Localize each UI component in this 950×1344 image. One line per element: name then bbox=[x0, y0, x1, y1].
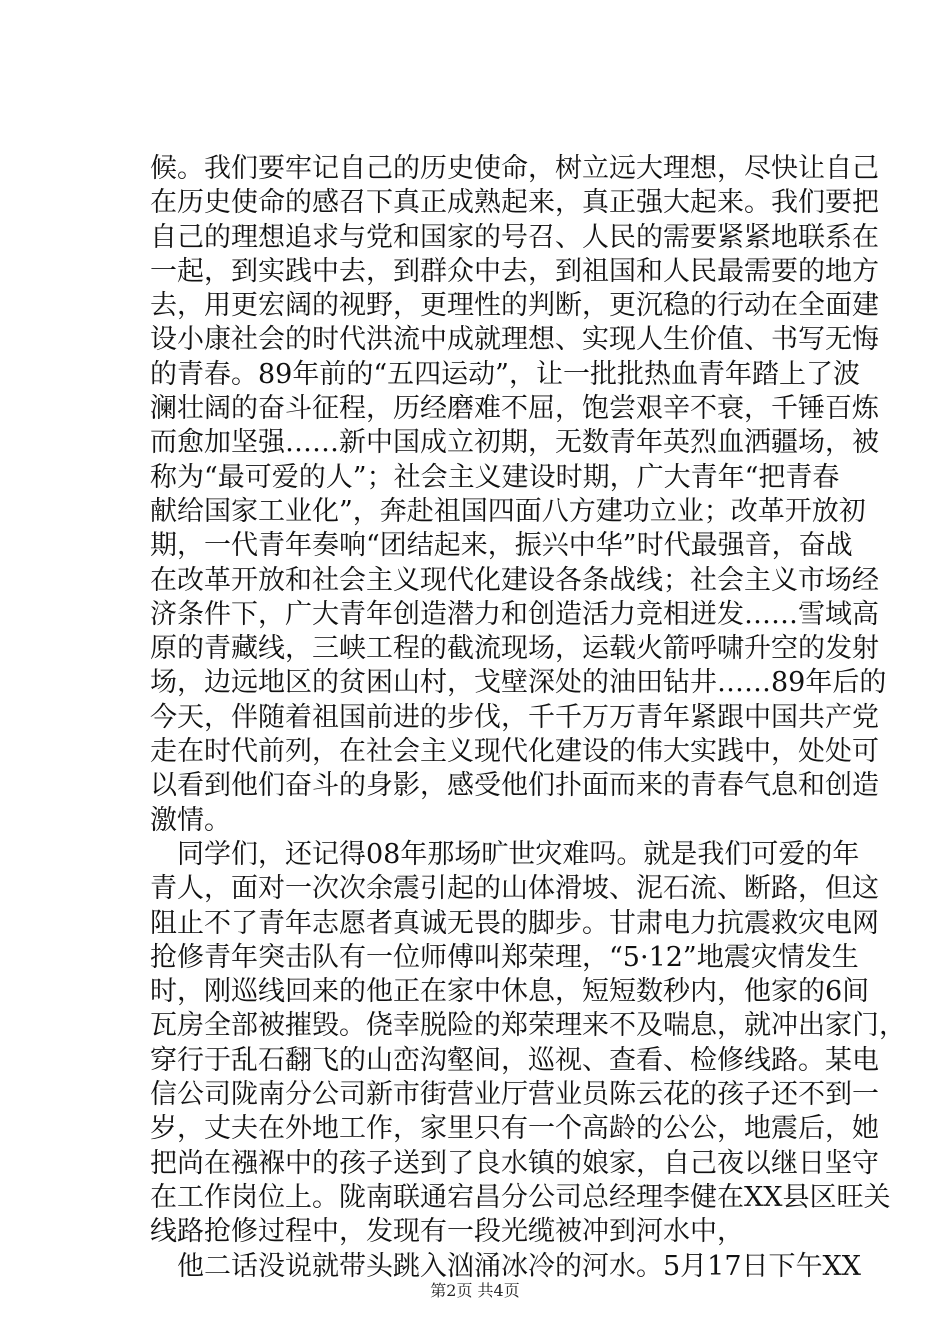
page-number: 第2页 共4页 bbox=[430, 1281, 520, 1300]
text-line: 期，一代青年奏响“团结起来，振兴中华”时代最强音，奋战 bbox=[150, 530, 853, 562]
text-line: 走在时代前列，在社会主义现代化建设的伟大实践中，处处可 bbox=[150, 736, 879, 768]
text-line: 瓦房全部被摧毁。侥幸脱险的郑荣理来不及喘息，就冲出家门， bbox=[150, 1010, 906, 1042]
text-line: 自己的理想追求与党和国家的号召、人民的需要紧紧地联系在 bbox=[150, 221, 879, 253]
document-body bbox=[150, 152, 906, 1284]
text-line: 澜壮阔的奋斗征程，历经磨难不屈，饱尝艰辛不衰，千锤百炼 bbox=[150, 393, 879, 425]
text-line: 把尚在襁褓中的孩子送到了良水镇的娘家，自己夜以继日坚守 bbox=[150, 1147, 879, 1179]
text-line: 抢修青年突击队有一位师傅叫郑荣理，“5·12”地震灾情发生 bbox=[150, 941, 859, 973]
text-line: 线路抢修过程中，发现有一段光缆被冲到河水中， bbox=[150, 1216, 744, 1248]
text-line: 青人，面对一次次余震引起的山体滑坡、泥石流、断路，但这 bbox=[150, 873, 879, 905]
text-line: 阻止不了青年志愿者真诚无畏的脚步。甘肃电力抗震救灾电网 bbox=[150, 907, 879, 939]
text-line: 穿行于乱石翻飞的山峦沟壑间，巡视、查看、检修线路。某电 bbox=[150, 1044, 879, 1076]
text-line: 献给国家工业化”，奔赴祖国四面八方建功立业；改革开放初 bbox=[150, 495, 866, 527]
text-line: 今天，伴随着祖国前进的步伐，千千万万青年紧跟中国共产党 bbox=[150, 701, 879, 733]
text-line: 济条件下，广大青年创造潜力和创造活力竞相迸发……雪域高 bbox=[150, 598, 879, 630]
text-line: 而愈加坚强……新中国成立初期，无数青年英烈血洒疆场，被 bbox=[150, 427, 879, 459]
text-line: 去，用更宏阔的视野，更理性的判断，更沉稳的行动在全面建 bbox=[150, 290, 879, 322]
text-line: 一起，到实践中去，到群众中去，到祖国和人民最需要的地方 bbox=[150, 255, 879, 287]
text-line: 的青春。89年前的“五四运动”，让一批批热血青年踏上了波 bbox=[150, 358, 860, 390]
text-line: 在历史使命的感召下真正成熟起来，真正强大起来。我们要把 bbox=[150, 187, 879, 219]
text-line: 岁，丈夫在外地工作，家里只有一个高龄的公公，地震后，她 bbox=[150, 1113, 879, 1145]
text-line: 原的青藏线，三峡工程的截流现场，运载火箭呼啸升空的发射 bbox=[150, 633, 879, 665]
text-line: 以看到他们奋斗的身影，感受他们扑面而来的青春气息和创造 bbox=[150, 770, 879, 802]
text-line: 时，刚巡线回来的他正在家中休息，短短数秒内，他家的6间 bbox=[150, 976, 870, 1008]
text-line: 在工作岗位上。陇南联通宕昌分公司总经理李健在XX县区旺关 bbox=[150, 1181, 891, 1213]
text-line: 激情。 bbox=[150, 804, 231, 836]
text-line: 称为“最可爱的人”；社会主义建设时期，广大青年“把青春 bbox=[150, 461, 840, 493]
text-line: 场，边远地区的贫困山村，戈壁深处的油田钻井……89年后的 bbox=[150, 667, 887, 699]
text-line: 信公司陇南分公司新市街营业厅营业员陈云花的孩子还不到一 bbox=[150, 1079, 879, 1111]
text-line: 同学们，还记得08年那场旷世灾难吗。就是我们可爱的年 bbox=[177, 838, 860, 870]
text-line: 他二话没说就带头跳入汹涌冰冷的河水。5月17日下午XX bbox=[177, 1250, 861, 1282]
text-line: 设小康社会的时代洪流中成就理想、实现人生价值、书写无悔 bbox=[150, 324, 879, 356]
text-line: 候。我们要牢记自己的历史使命，树立远大理想，尽快让自己 bbox=[150, 153, 879, 184]
text-line: 在改革开放和社会主义现代化建设各条战线；社会主义市场经 bbox=[150, 564, 879, 596]
